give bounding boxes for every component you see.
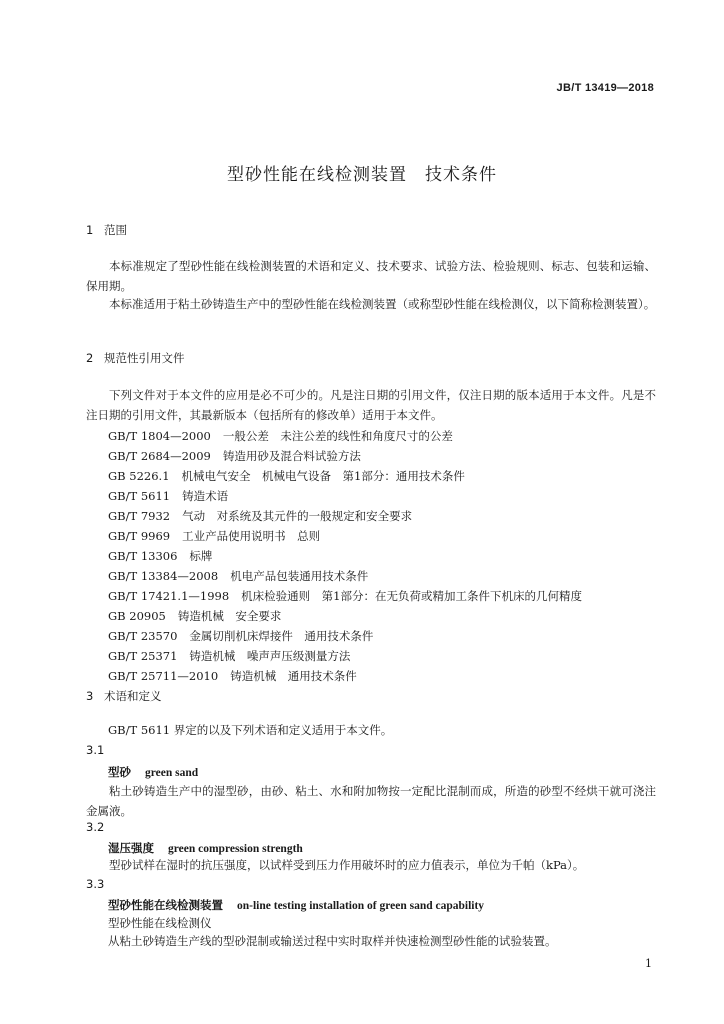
reference-code: GB/T 23570: [108, 629, 178, 643]
reference-code: GB/T 7932: [108, 509, 171, 523]
reference-code: GB/T 13384—2008: [108, 569, 219, 583]
reference-item: [108, 508, 412, 524]
section-title: 规范性引用文件: [104, 351, 185, 365]
reference-code: GB/T 2684—2009: [108, 449, 211, 463]
title-main: 型砂性能在线检测装置: [227, 165, 407, 185]
reference-code: GB/T 13306: [108, 549, 178, 563]
standard-number: JB/T 13419—2018: [556, 82, 654, 94]
section-title: 范围: [104, 223, 127, 237]
clause-number: 3.3: [86, 877, 105, 891]
section-3-heading: [86, 688, 162, 704]
term-en: green sand: [145, 767, 199, 779]
reference-title: 机床检验通则 第1部分：在无负荷或精加工条件下机床的几何精度: [241, 589, 582, 603]
reference-title: 标牌: [189, 549, 213, 563]
term-en: green compression strength: [168, 843, 303, 855]
reference-code: GB/T 1804—2000: [108, 429, 211, 443]
term-zh: 型砂: [108, 765, 131, 779]
section-2-intro: 下列文件对于本文件的应用是必不可少的。凡是注日期的引用文件，仅注日期的版本适用于本文件。凡是不注日期的引用文件，其最新版本（包括所有的修改单）适用于本文件。: [86, 388, 656, 422]
reference-title: 工业产品使用说明书 总则: [182, 529, 321, 543]
reference-title: 气动 对系统及其元件的一般规定和安全要求: [182, 509, 413, 523]
term-en: on-line testing installation of green sand capability: [237, 900, 485, 912]
reference-code: GB 20905: [108, 609, 166, 623]
reference-item: [108, 608, 281, 624]
reference-code: GB/T 25371: [108, 649, 178, 663]
reference-title: 铸造机械 噪声声压级测量方法: [189, 649, 351, 663]
reference-item: [108, 488, 228, 504]
term-definition: 粘土砂铸造生产中的湿型砂，由砂、粘土、水和附加物按一定配比混制而成，所造的砂型不经烘干就可浇注金属液。: [86, 784, 656, 818]
term-definition: 从粘土砂铸造生产线的型砂混制或输送过程中实时取样并快速检测型砂性能的试验装置。: [108, 934, 557, 948]
reference-item: [108, 648, 350, 664]
document-title: [0, 160, 724, 185]
term-heading: [108, 764, 198, 780]
page-number: 1: [645, 957, 652, 970]
reference-title: 铸造机械 通用技术条件: [230, 669, 357, 683]
section-1-para-1: 本标准规定了型砂性能在线检测装置的术语和定义、技术要求、试验方法、检验规则、标志、包装和运输、保用期。: [86, 259, 656, 293]
reference-title: 铸造术语: [182, 489, 229, 503]
reference-item: [108, 628, 373, 644]
reference-item: [108, 428, 453, 444]
reference-title: 金属切削机床焊接件 通用技术条件: [189, 629, 374, 643]
section-2-heading: [86, 350, 185, 366]
section-1-para-2: 本标准适用于粘土砂铸造生产中的型砂性能在线检测装置（或称型砂性能在线检测仪，以下简称检测装置）。: [109, 297, 656, 311]
reference-code: GB/T 17421.1—1998: [108, 589, 230, 603]
reference-title: 机电产品包装通用技术条件: [230, 569, 369, 583]
section-title: 术语和定义: [104, 689, 162, 703]
clause-number: 3.1: [86, 743, 105, 757]
reference-title: 铸造用砂及混合料试验方法: [222, 449, 361, 463]
reference-item: [108, 588, 582, 604]
reference-item: [108, 448, 361, 464]
reference-title: 机械电气安全 机械电气设备 第1部分：通用技术条件: [181, 469, 465, 483]
term-zh: 型砂性能在线检测装置: [108, 898, 223, 912]
reference-code: GB/T 9969: [108, 529, 171, 543]
reference-title: 铸造机械 安全要求: [177, 609, 282, 623]
reference-item: [108, 668, 357, 684]
section-number: 1: [86, 223, 94, 237]
title-sub: 技术条件: [425, 165, 497, 185]
section-3-intro: GB/T 5611 界定的以及下列术语和定义适用于本文件。: [108, 723, 393, 737]
reference-item: [108, 528, 320, 544]
reference-code: GB/T 5611: [108, 489, 171, 503]
reference-code: GB/T 25711—2010: [108, 669, 219, 683]
reference-item: [108, 548, 212, 564]
section-number: 3: [86, 689, 94, 703]
term-heading: [108, 840, 303, 856]
section-1-heading: [86, 222, 127, 238]
reference-code: GB 5226.1: [108, 469, 170, 483]
reference-item: [108, 468, 465, 484]
term-zh: 湿压强度: [108, 841, 154, 855]
term-definition: 型砂试样在湿时的抗压强度，以试样受到压力作用破坏时的应力值表示，单位为千帕（kPa）。: [109, 858, 585, 872]
reference-item: [108, 568, 368, 584]
term-heading: [108, 897, 484, 913]
reference-title: 一般公差 未注公差的线性和角度尺寸的公差: [222, 429, 453, 443]
term-alternate: 型砂性能在线检测仪: [108, 916, 212, 930]
section-number: 2: [86, 351, 94, 365]
clause-number: 3.2: [86, 820, 105, 834]
